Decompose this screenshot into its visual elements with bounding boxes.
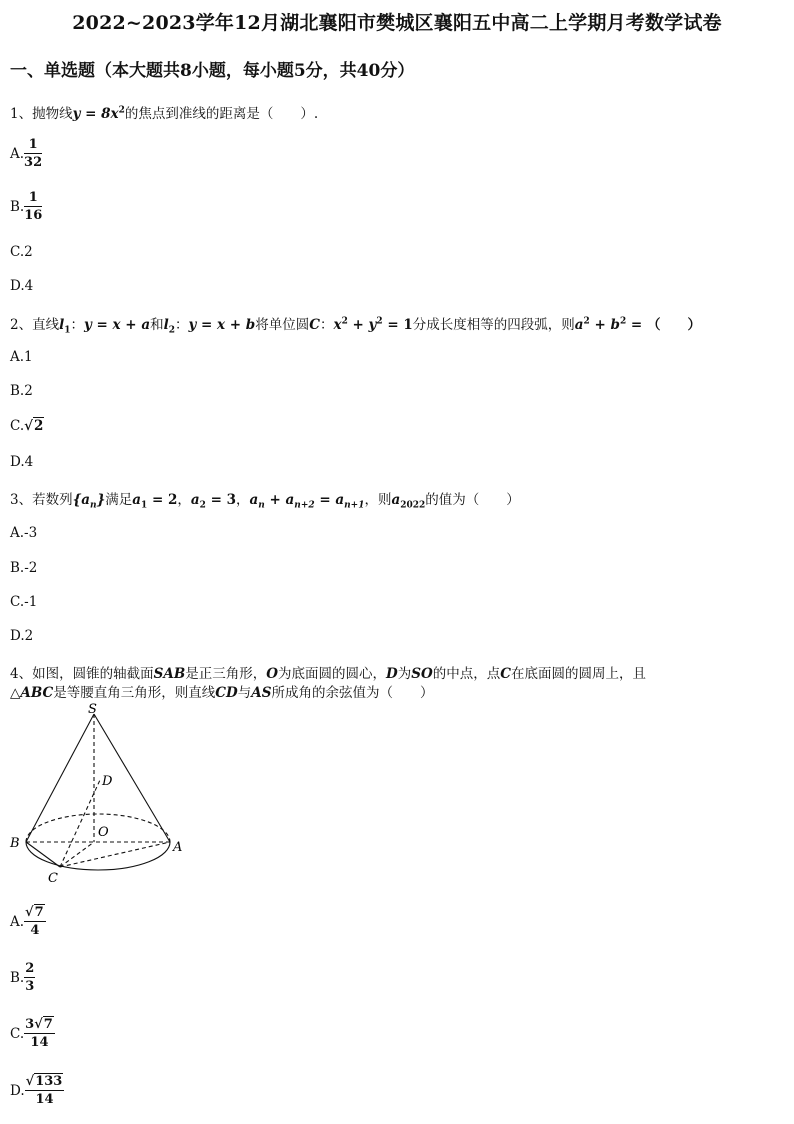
fraction: $\frac{3√7}{14}$: [25, 1017, 53, 1050]
label-o: O: [98, 825, 109, 840]
q4-option-c[interactable]: C. $\frac{3√7}{14}$: [10, 1017, 53, 1050]
label-a: A: [173, 840, 183, 855]
page-title: 2022~2023学年12月湖北襄阳市樊城区襄阳五中高二上学期月考数学试卷: [72, 12, 722, 34]
section-heading: 一、单选题（本大题共8小题，每小题5分，共40分）: [10, 61, 415, 81]
cone-figure: [8, 700, 193, 890]
q3-option-c[interactable]: C.-1: [10, 594, 38, 610]
segment-bc: [26, 842, 60, 867]
fraction: $\frac{√133}{14}$: [25, 1074, 63, 1107]
fraction: $\frac{√7}{4}$: [25, 905, 44, 938]
q4-option-b[interactable]: B. $\frac{2}{3}$: [10, 961, 35, 994]
question-4-stem-line2: △ABC是等腰直角三角形，则直线CD与AS所成角的余弦值为（ ）: [10, 685, 434, 701]
fraction: $\frac{1}{16}$: [24, 190, 43, 223]
question-1-stem: 1、抛物线$y = 8x^2$的焦点到准线的距离是（ ）.: [10, 105, 319, 122]
label-s: S: [88, 702, 97, 717]
base-front-arc: [26, 842, 170, 870]
q2-option-b[interactable]: B.2: [10, 383, 33, 399]
q1-option-c[interactable]: C.2: [10, 244, 33, 260]
q4-option-a[interactable]: A. $\frac{√7}{4}$: [10, 905, 44, 938]
q3-option-d[interactable]: D.2: [10, 628, 34, 644]
question-2-stem: 2、直线$l_1$：y = x + a和$l_2$：y = x + b将单位圆C：$x^2 + y^2 = 1$分成长度相等的四段弧，则$a^2 + b^2$ = （ ）: [10, 316, 701, 336]
q2-option-c[interactable]: C.√2: [10, 418, 44, 434]
fraction: $\frac{1}{32}$: [24, 137, 43, 170]
q1-option-b[interactable]: B. $\frac{1}{16}$: [10, 190, 43, 223]
q1-option-d[interactable]: D.4: [10, 278, 34, 294]
q2-option-d[interactable]: D.4: [10, 454, 34, 470]
q1-option-a[interactable]: A. $\frac{1}{32}$: [10, 137, 43, 170]
fraction: $\frac{2}{3}$: [25, 961, 35, 994]
cone-edge-sb: [26, 714, 94, 842]
q4-option-d[interactable]: D. $\frac{√133}{14}$: [10, 1074, 63, 1107]
label-b: B: [10, 836, 20, 851]
label-c: C: [48, 871, 58, 886]
segment-ca: [60, 842, 170, 867]
label-d: D: [102, 774, 113, 789]
q3-option-b[interactable]: B.-2: [10, 560, 38, 576]
q3-option-a[interactable]: A.-3: [10, 525, 38, 541]
question-3-stem: 3、若数列$\{a_n\}$满足$a_1 = 2$，$a_2 = 3$，$a_n + a_{n+2} = a_{n+1}$，则$a_{2022}$的值为（ ）: [10, 492, 520, 511]
q2-option-a[interactable]: A.1: [10, 349, 33, 365]
question-4-stem-line1: 4、如图，圆锥的轴截面SAB是正三角形，O为底面圆的圆心，D为SO的中点，点C在底面圆的圆周上，且: [10, 666, 646, 682]
